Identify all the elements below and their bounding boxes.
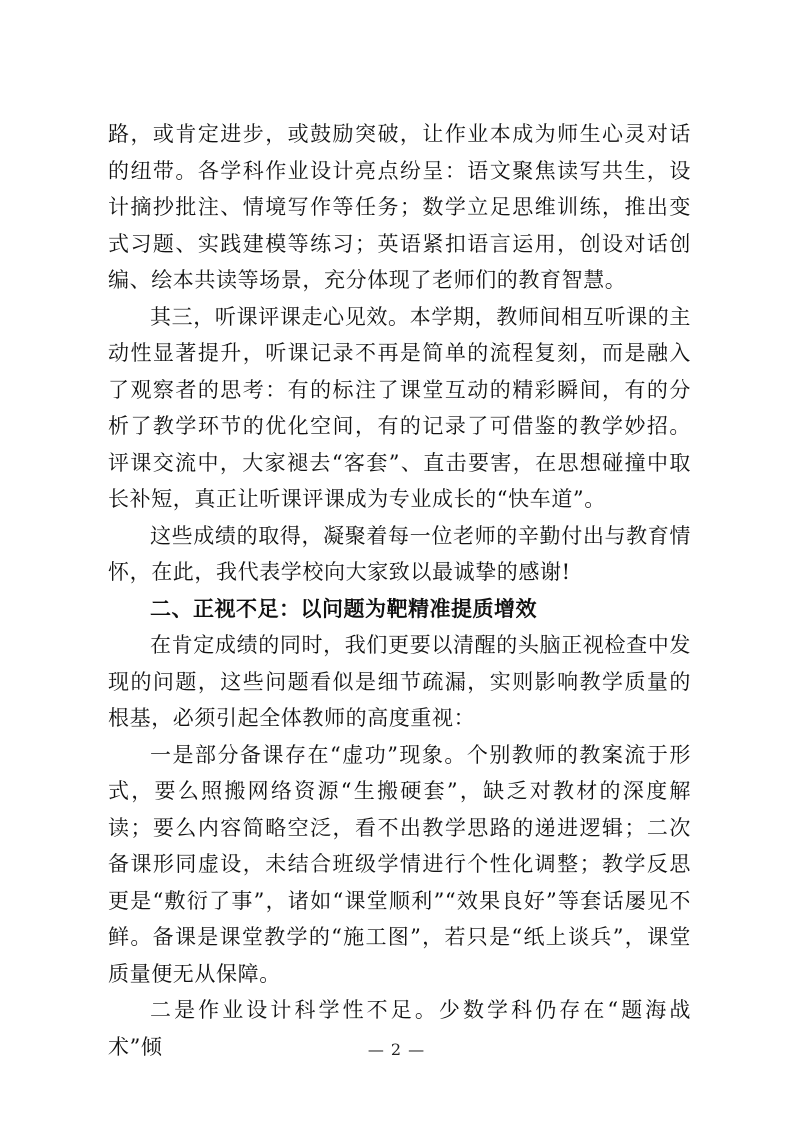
paragraph-3: 这些成绩的取得，凝聚着每一位老师的辛勤付出与教育情怀，在此，我代表学校向大家致以最诚挚的感谢! [108,523,691,584]
document-body [108,116,691,1065]
section-heading: 二、正视不足：以问题为靶精准提质增效 [150,596,537,621]
paragraph-2: 其三，听课评课走心见效。本学期，教师间相互听课的主动性显著提升，听课记录不再是简单的流程复刻，而是融入了观察者的思考：有的标注了课堂互动的精彩瞬间，有的分析了教学环节的优化空间，有的记录了可借鉴的教学妙招。评课交流中，大家褪去“客套”、直击要害，在思想碰撞中取长补短，真正让听课评课成为专业成长的“快车道”。 [108,304,691,511]
paragraph-1: 路，或肯定进步，或鼓励突破，让作业本成为师生心灵对话的纽带。各学科作业设计亮点纷呈：语文聚焦读写共生，设计摘抄批注、情境写作等任务；数学立足思维训练，推出变式习题、实践建模等练习；英语紧扣语言运用，创设对话创编、绘本共读等场景，充分体现了老师们的教育智慧。 [108,122,691,292]
paragraph-5: 一是部分备课存在“虚功”现象。个别教师的教案流于形式，要么照搬网络资源“生搬硬套”，缺乏对教材的深度解读；要么内容简略空泛，看不出教学思路的递进逻辑；二次备课形同虚设，未结合班级学情进行个性化调整；教学反思更是“敷衍了事”，诸如“课堂顺利”“效果良好”等套话屡见不鲜。备课是课堂教学的“施工图”，若只是“纸上谈兵”，课堂质量便无从保障。 [108,742,691,986]
paragraph-6: 二是作业设计科学性不足。少数学科仍存在“题海战术”倾 [108,998,691,1059]
paragraph-4: 在肯定成绩的同时，我们更要以清醒的头脑正视检查中发现的问题，这些问题看似是细节疏漏，实则影响教学质量的根基，必须引起全体教师的高度重视： [108,633,691,730]
page-number: — 2 — [367,1040,426,1059]
